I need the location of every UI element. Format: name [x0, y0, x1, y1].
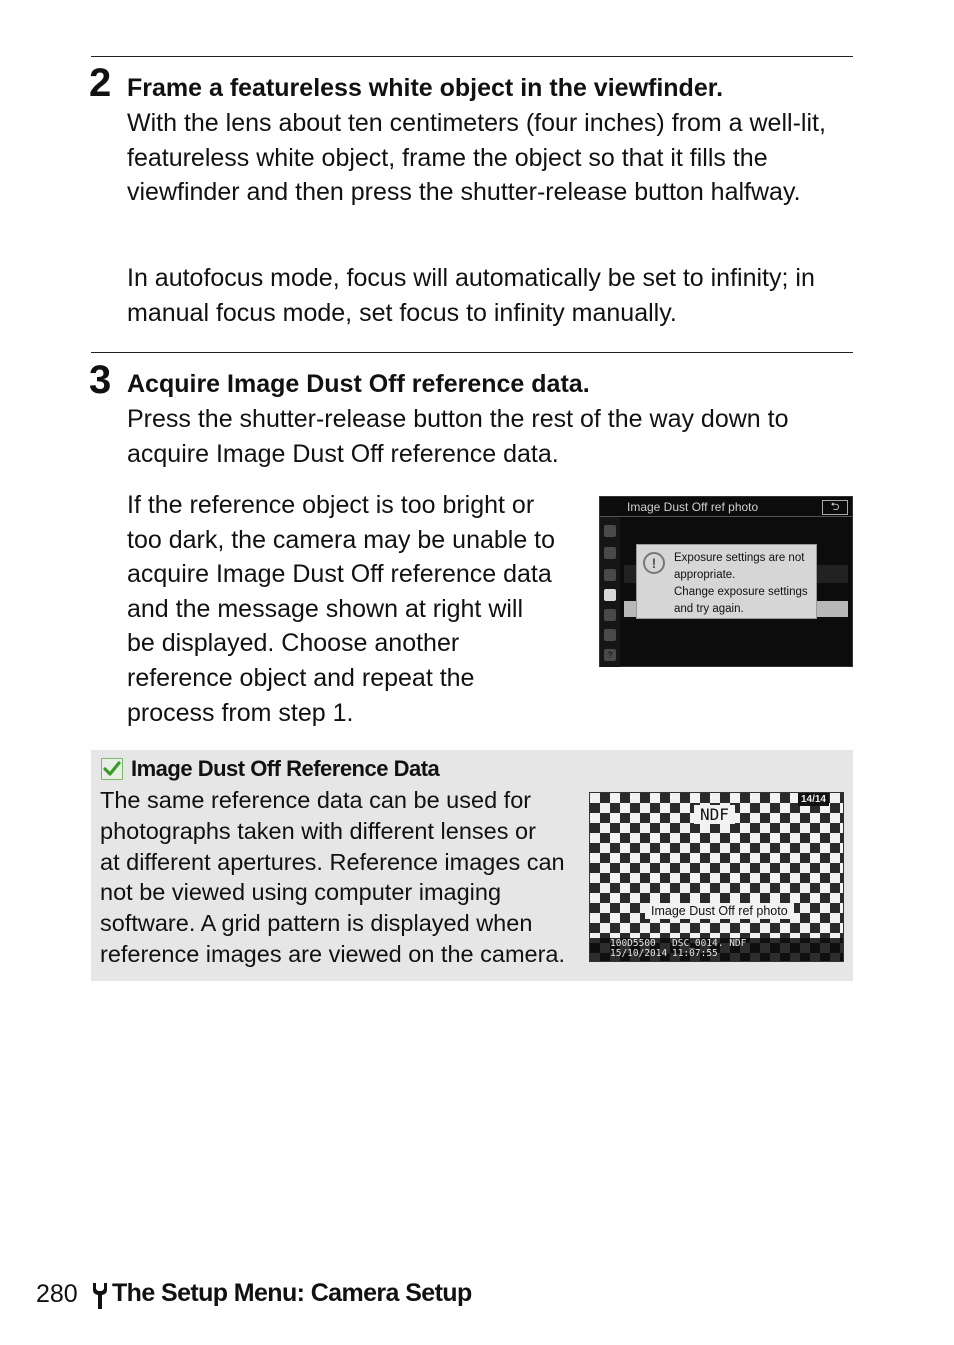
ndf-info-bar	[590, 938, 843, 961]
lcd-menu-tabs	[600, 517, 620, 667]
tip-line: not be viewed using computer imaging	[100, 879, 502, 906]
tip-text	[100, 785, 590, 970]
ndf-caption: Image Dust Off ref photo	[645, 903, 794, 919]
step2-number: 2	[89, 61, 112, 105]
frame-counter: 14/14	[798, 793, 829, 806]
lcd-title: Image Dust Off ref photo	[627, 500, 759, 514]
warning-line: appropriate.	[674, 569, 736, 581]
warning-message	[674, 550, 808, 618]
folder-name: 100D5500	[610, 938, 656, 949]
step3-note-line: acquire Image Dust Off reference data	[127, 560, 552, 589]
checkmark-icon	[101, 758, 123, 780]
tip-line: photographs taken with different lenses or	[100, 817, 536, 844]
back-icon: ⮌	[822, 500, 848, 515]
recent-settings-icon	[604, 629, 616, 641]
step3-note	[127, 488, 587, 730]
step2-note: In autofocus mode, focus will automatically be set to infinity; in manual focus mode, set focus to infinity manually.	[127, 264, 815, 327]
wrench-icon	[91, 1282, 109, 1310]
step3-title: Acquire Image Dust Off reference data.	[127, 370, 590, 398]
warning-icon: !	[643, 552, 665, 574]
pencil-icon	[604, 569, 616, 581]
ndf-reference-image	[589, 792, 844, 962]
lcd-header	[600, 497, 852, 517]
camera-lcd-screenshot	[599, 496, 853, 667]
step3-note-line: and the message shown at right will	[127, 594, 524, 623]
tip-line: software. A grid pattern is displayed when	[100, 910, 533, 937]
warning-line: Change exposure settings	[674, 586, 808, 598]
tip-line: reference images are viewed on the camera.	[100, 940, 566, 967]
page-number: 280	[36, 1280, 78, 1308]
warning-line: and try again.	[674, 603, 744, 615]
step3-number: 3	[89, 358, 112, 402]
help-icon: ?	[604, 649, 616, 661]
camera-icon	[604, 547, 616, 559]
capture-time: 11:07:55	[672, 948, 718, 959]
retouch-icon	[604, 609, 616, 621]
warning-line: Exposure settings are not	[674, 552, 805, 564]
section-title: The Setup Menu: Camera Setup	[112, 1279, 472, 1307]
step3-note-line: reference object and repeat the	[127, 663, 475, 692]
ndf-label: NDF	[694, 805, 735, 824]
step3-rule	[91, 352, 853, 353]
step3-note-line: too dark, the camera may be unable to	[127, 525, 556, 554]
playback-icon	[604, 525, 616, 537]
tip-line: The same reference data can be used for	[100, 787, 532, 813]
warning-dialog	[636, 544, 817, 619]
step2-body: With the lens about ten centimeters (four inches) from a well-lit, featureless white object, frame the object so that it fills the viewfinder and then press the shutter-release button halfway.	[127, 109, 826, 207]
step3-note-line: If the reference object is too bright or	[127, 491, 535, 519]
step3-note-line: process from step 1.	[127, 698, 354, 727]
capture-date: 15/10/2014	[610, 948, 668, 959]
step2-rule	[91, 56, 853, 57]
step3-note-line: be displayed. Choose another	[127, 629, 460, 658]
wrench-icon	[604, 589, 616, 601]
tip-title: Image Dust Off Reference Data	[131, 756, 440, 781]
tip-line: at different apertures. Reference images can	[100, 848, 565, 875]
step3-body: Press the shutter-release button the rest of the way down to acquire Image Dust Off reference data.	[127, 405, 789, 468]
step2-title: Frame a featureless white object in the viewfinder.	[127, 74, 724, 102]
file-name: DSC_0014. NDF	[672, 938, 747, 949]
